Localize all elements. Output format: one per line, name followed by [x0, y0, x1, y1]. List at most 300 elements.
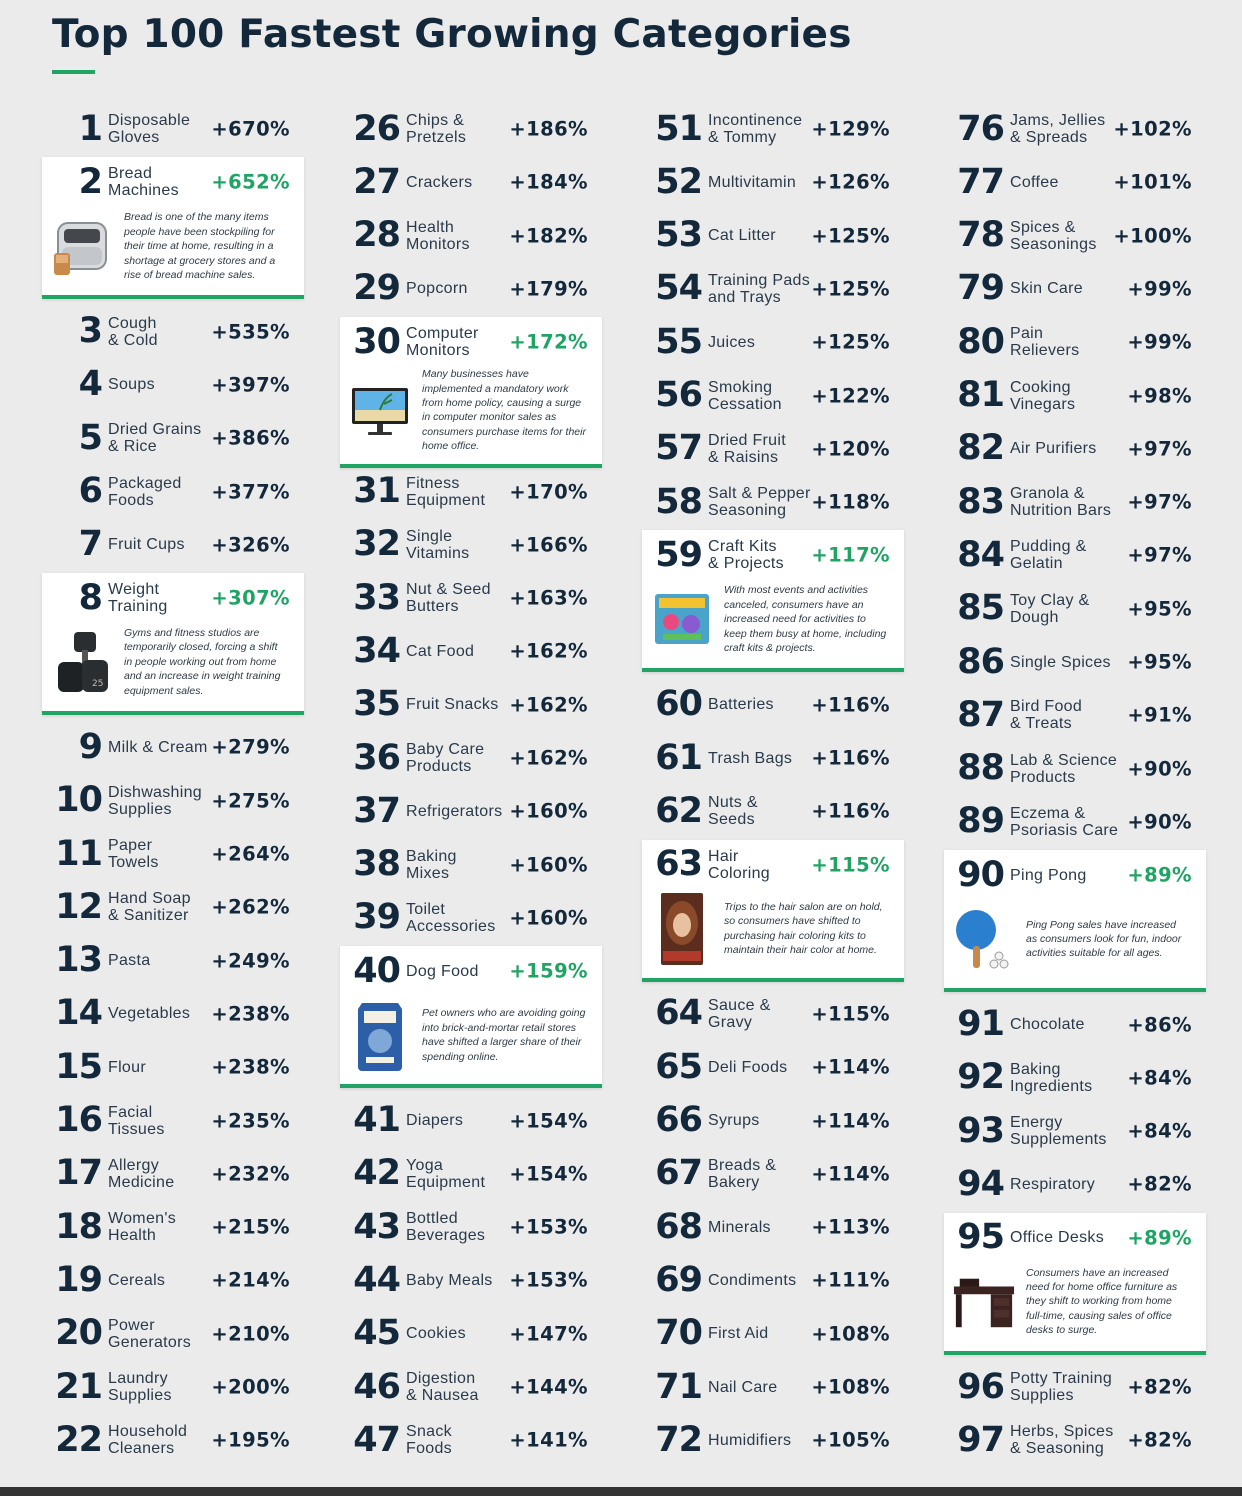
growth-percent: +115% [811, 1002, 890, 1026]
category-name: Hair Coloring [708, 847, 770, 882]
category-row [944, 637, 1206, 687]
growth-percent: +105% [811, 1428, 890, 1452]
growth-percent: +114% [811, 1109, 890, 1132]
category-item [944, 637, 1206, 687]
category-item [42, 989, 304, 1039]
category-row [944, 690, 1206, 740]
column-3 [642, 104, 904, 1492]
category-rank: 87 [957, 694, 1004, 735]
category-name: Craft Kits & Projects [708, 538, 784, 573]
category-rank: 59 [655, 534, 702, 575]
featured-description: Bread is one of the many items people have been stockpiling for their time at home, resulting in a shortage at grocery stores and a rise of bread machine sales. [124, 211, 276, 281]
category-item [944, 1362, 1206, 1412]
growth-percent: +182% [509, 224, 588, 248]
category-row [42, 829, 304, 879]
category-row [340, 1309, 602, 1359]
growth-percent: +160% [509, 799, 588, 823]
category-row [642, 1255, 904, 1305]
category-row [42, 360, 304, 410]
category-row [340, 946, 602, 996]
category-item [42, 467, 304, 517]
category-rank: 69 [655, 1259, 702, 1300]
category-rank: 10 [55, 780, 102, 821]
ping-pong-paddle-icon [952, 900, 1016, 978]
category-name: Baking Mixes [406, 847, 457, 882]
category-rank: 14 [55, 993, 102, 1034]
category-name: Condiments [708, 1271, 797, 1289]
growth-percent: +214% [211, 1268, 290, 1292]
category-row [340, 626, 602, 676]
growth-percent: +98% [1127, 384, 1192, 407]
category-rank: 66 [655, 1100, 702, 1140]
growth-percent: +232% [211, 1162, 290, 1186]
category-row [42, 467, 304, 517]
category-rank: 15 [55, 1046, 102, 1087]
category-item [642, 1255, 904, 1305]
category-item [642, 424, 904, 474]
category-name: Fruit Snacks [406, 696, 499, 714]
growth-percent: +125% [811, 277, 890, 301]
category-rank: 22 [55, 1419, 102, 1460]
category-row [340, 317, 602, 367]
category-item [642, 1202, 904, 1252]
category-rank: 72 [655, 1419, 702, 1460]
category-rank: 34 [353, 630, 400, 671]
growth-percent: +670% [211, 117, 290, 141]
category-rank: 64 [655, 993, 702, 1034]
category-item [42, 829, 304, 879]
category-item [944, 744, 1206, 794]
category-row [340, 1362, 602, 1412]
category-rank: 46 [353, 1366, 400, 1407]
category-name: Incontinence & Tommy [708, 112, 803, 146]
category-rank: 63 [655, 844, 702, 885]
category-row [42, 722, 304, 772]
growth-percent: +144% [509, 1375, 588, 1399]
category-item [642, 211, 904, 261]
category-row [42, 936, 304, 986]
growth-percent: +238% [211, 1002, 290, 1026]
category-rank: 90 [957, 854, 1004, 895]
page-title: Top 100 Fastest Growing Categories [52, 12, 852, 57]
growth-percent: +184% [509, 170, 588, 194]
growth-percent: +153% [509, 1268, 588, 1292]
craft-kit-box-icon [650, 580, 714, 658]
category-name: Eczema & Psoriasis Care [1010, 804, 1119, 839]
category-rank: 9 [78, 726, 102, 767]
category-rank: 85 [957, 588, 1004, 629]
category-name: First Aid [708, 1325, 769, 1343]
category-name: Herbs, Spices & Seasoning [1010, 1423, 1114, 1458]
growth-percent: +386% [211, 426, 290, 450]
category-item [42, 413, 304, 463]
category-item [340, 626, 602, 676]
category-item [42, 1255, 304, 1305]
category-rank: 97 [957, 1419, 1004, 1460]
growth-percent: +163% [509, 586, 588, 610]
category-row [642, 1309, 904, 1359]
category-name: Fitness Equipment [406, 474, 486, 509]
category-name: Smoking Cessation [708, 378, 782, 413]
category-row [944, 1213, 1206, 1263]
category-name: Bread Machines [108, 165, 179, 200]
category-name: Cooking Vinegars [1010, 378, 1076, 413]
featured-details [42, 623, 304, 711]
category-row [944, 1159, 1206, 1209]
growth-percent: +172% [509, 330, 588, 354]
category-row [944, 1106, 1206, 1156]
growth-percent: +200% [211, 1375, 290, 1399]
category-row [340, 211, 602, 261]
growth-percent: +99% [1127, 330, 1192, 354]
category-item [944, 424, 1206, 474]
growth-percent: +95% [1127, 597, 1192, 621]
category-item [944, 530, 1206, 580]
growth-percent: +126% [811, 170, 890, 194]
category-name: Spices & Seasonings [1010, 218, 1097, 253]
category-item [42, 1309, 304, 1359]
growth-percent: +108% [811, 1375, 890, 1399]
category-name: Energy Supplements [1010, 1114, 1107, 1149]
category-name: Diapers [406, 1112, 464, 1129]
category-item [944, 1415, 1206, 1465]
category-name: Flour [108, 1058, 146, 1076]
category-row [42, 1362, 304, 1412]
category-rank: 51 [655, 108, 702, 149]
category-name: Single Vitamins [406, 527, 470, 562]
growth-percent: +279% [211, 735, 290, 759]
category-rank: 41 [353, 1100, 400, 1140]
category-name: Office Desks [1010, 1229, 1104, 1247]
category-row [642, 157, 904, 207]
category-item [42, 1042, 304, 1092]
category-name: Batteries [708, 696, 774, 714]
category-name: Yoga Equipment [406, 1156, 486, 1191]
category-row [42, 1202, 304, 1252]
category-row [42, 307, 304, 357]
category-name: Deli Foods [708, 1058, 788, 1076]
category-item [642, 1149, 904, 1199]
category-rank: 95 [957, 1217, 1004, 1258]
category-rank: 65 [655, 1046, 702, 1087]
category-rank: 19 [55, 1259, 102, 1300]
category-item [944, 1053, 1206, 1103]
growth-percent: +84% [1127, 1119, 1192, 1143]
category-rank: 8 [78, 577, 102, 618]
category-name: Pasta [108, 952, 151, 970]
growth-percent: +115% [811, 853, 890, 877]
category-rank: 43 [353, 1206, 400, 1247]
category-row [642, 424, 904, 474]
category-rank: 82 [957, 428, 1004, 469]
category-name: Digestion & Nausea [406, 1370, 479, 1404]
category-rank: 89 [957, 801, 1004, 842]
growth-percent: +170% [509, 480, 588, 503]
growth-percent: +114% [811, 1055, 890, 1079]
category-row [944, 211, 1206, 261]
category-item [42, 722, 304, 772]
growth-percent: +86% [1127, 1013, 1192, 1036]
category-item [340, 264, 602, 314]
category-name: Ping Pong [1010, 866, 1087, 884]
category-rank: 5 [78, 417, 102, 458]
category-item [340, 467, 602, 517]
growth-percent: +377% [211, 480, 290, 503]
category-rank: 52 [655, 161, 702, 202]
category-name: Soups [108, 376, 155, 394]
featured-details [642, 890, 904, 978]
category-rank: 60 [655, 684, 702, 725]
category-rank: 77 [957, 161, 1004, 202]
featured-details [42, 207, 304, 295]
category-row [642, 1149, 904, 1199]
category-item [42, 520, 304, 570]
category-rank: 83 [957, 481, 1004, 522]
featured-description: Gyms and fitness studios are temporarily closed, forcing a shift in people working out from home and an increase in weight training equipment sales. [124, 627, 281, 697]
growth-percent: +82% [1127, 1172, 1192, 1196]
growth-percent: +154% [509, 1162, 588, 1186]
growth-percent: +397% [211, 373, 290, 397]
featured-description: Consumers have an increased need for home office furniture as they shift to working from home full-time, causing sales of office desks to surge. [1026, 1266, 1178, 1337]
featured-details [944, 1263, 1206, 1351]
office-desk-icon [952, 1263, 1016, 1341]
category-name: Multivitamin [708, 173, 797, 191]
category-row [642, 1202, 904, 1252]
category-name: Single Spices [1010, 653, 1111, 671]
category-name: Household Cleaners [108, 1423, 188, 1458]
category-rank: 56 [655, 375, 702, 415]
category-name: Respiratory [1010, 1175, 1096, 1193]
growth-percent: +159% [509, 959, 588, 983]
growth-percent: +535% [211, 320, 290, 344]
category-name: Nuts & Seeds [708, 794, 758, 829]
category-row [42, 1415, 304, 1465]
category-row [42, 776, 304, 826]
category-item [944, 317, 1206, 367]
category-row [642, 1415, 904, 1465]
category-row [42, 157, 304, 207]
category-rank: 1 [78, 108, 102, 149]
category-row [944, 424, 1206, 474]
category-rank: 86 [957, 641, 1004, 682]
category-name: Hand Soap & Sanitizer [108, 890, 191, 925]
category-rank: 39 [353, 897, 400, 938]
category-name: Nail Care [708, 1378, 778, 1396]
category-row [42, 1042, 304, 1092]
column-2 [340, 104, 602, 1492]
growth-percent: +160% [509, 853, 588, 877]
category-item [340, 1415, 602, 1465]
category-name: Cough & Cold [108, 314, 158, 349]
category-item [340, 1362, 602, 1412]
growth-percent: +99% [1127, 277, 1192, 301]
category-item [340, 893, 602, 943]
category-name: Skin Care [1010, 280, 1083, 298]
featured-description: With most events and activities canceled, consumers have an increased need for activities to keep them busy at home, including craft kits & projects. [724, 584, 887, 654]
growth-percent: +116% [811, 799, 890, 823]
growth-percent: +262% [211, 895, 290, 919]
category-row [42, 104, 304, 154]
category-row [340, 157, 602, 207]
category-rank: 61 [655, 737, 702, 778]
column-4 [944, 104, 1206, 1492]
category-name: Refrigerators [406, 802, 503, 820]
category-row [340, 573, 602, 623]
category-item [642, 1309, 904, 1359]
category-item [944, 584, 1206, 634]
category-rank: 28 [353, 215, 400, 256]
category-rank: 13 [55, 940, 102, 981]
category-name: Granola & Nutrition Bars [1010, 485, 1112, 520]
category-name: Lab & Science Products [1010, 751, 1118, 786]
category-item [340, 1309, 602, 1359]
category-row [642, 1042, 904, 1092]
category-row [642, 317, 904, 367]
category-item [642, 104, 904, 154]
category-name: Chips & Pretzels [406, 112, 467, 146]
growth-percent: +147% [509, 1322, 588, 1346]
category-row [642, 989, 904, 1039]
category-name: Milk & Cream [108, 738, 208, 756]
category-rank: 47 [353, 1419, 400, 1460]
category-row [642, 264, 904, 314]
growth-percent: +100% [1113, 224, 1192, 248]
category-row [340, 840, 602, 890]
category-row [642, 840, 904, 890]
category-row [642, 1362, 904, 1412]
category-rank: 62 [655, 790, 702, 831]
hair-color-box-icon [650, 890, 714, 968]
category-item [42, 936, 304, 986]
growth-percent: +111% [811, 1268, 890, 1292]
category-rank: 36 [353, 737, 400, 778]
category-rank: 93 [957, 1110, 1004, 1151]
category-rank: 33 [353, 577, 400, 618]
growth-percent: +90% [1127, 810, 1192, 834]
category-rank: 32 [353, 524, 400, 565]
growth-percent: +113% [811, 1215, 890, 1239]
category-name: Sauce & Gravy [708, 996, 771, 1031]
category-rank: 79 [957, 268, 1004, 309]
featured-description: Pet owners who are avoiding going into brick-and-mortar retail stores have shifted a larger share of their spending online. [422, 1007, 586, 1063]
category-name: Jams, Jellies & Spreads [1010, 112, 1106, 146]
bread-machine-icon [50, 207, 114, 285]
featured-category-card [642, 530, 904, 672]
category-row [42, 520, 304, 570]
category-name: Baby Meals [406, 1271, 493, 1289]
category-item [340, 680, 602, 730]
category-row [642, 680, 904, 730]
category-name: Crackers [406, 173, 473, 191]
category-item [944, 211, 1206, 261]
growth-percent: +141% [509, 1428, 588, 1452]
growth-percent: +307% [211, 586, 290, 610]
growth-percent: +162% [509, 746, 588, 770]
category-name: Bottled Beverages [406, 1210, 486, 1245]
growth-percent: +116% [811, 693, 890, 717]
category-row [944, 371, 1206, 421]
category-rank: 26 [353, 108, 400, 149]
category-row [944, 1362, 1206, 1412]
category-row [42, 413, 304, 463]
category-item [642, 733, 904, 783]
category-name: Baby Care Products [406, 741, 485, 775]
growth-percent: +195% [211, 1428, 290, 1452]
featured-details [944, 900, 1206, 988]
featured-category-card [340, 317, 602, 467]
growth-percent: +235% [211, 1109, 290, 1132]
category-rank: 92 [957, 1057, 1004, 1098]
category-item [340, 1096, 602, 1146]
category-item [642, 786, 904, 836]
category-row [944, 264, 1206, 314]
dog-food-bag-icon [348, 996, 412, 1074]
growth-percent: +129% [811, 117, 890, 141]
featured-details [340, 996, 602, 1084]
category-item [42, 307, 304, 357]
category-item [42, 104, 304, 154]
category-item [42, 360, 304, 410]
category-row [944, 584, 1206, 634]
category-name: Baking Ingredients [1010, 1060, 1093, 1095]
category-name: Chocolate [1010, 1016, 1085, 1033]
category-row [340, 893, 602, 943]
category-name: Cat Litter [708, 227, 776, 245]
growth-percent: +91% [1127, 703, 1192, 727]
growth-percent: +118% [811, 490, 890, 514]
category-name: Cereals [108, 1271, 166, 1289]
growth-percent: +186% [509, 117, 588, 141]
category-name: Nut & Seed Butters [406, 581, 491, 616]
category-row [340, 467, 602, 517]
category-rank: 54 [655, 268, 702, 309]
category-rank: 11 [55, 833, 102, 874]
category-rank: 21 [55, 1366, 102, 1407]
category-rank: 17 [55, 1153, 102, 1194]
growth-percent: +108% [811, 1322, 890, 1346]
growth-percent: +275% [211, 789, 290, 813]
category-name: Training Pads and Trays [708, 271, 811, 306]
category-name: Vegetables [108, 1005, 191, 1023]
category-item [944, 157, 1206, 207]
category-row [642, 1096, 904, 1146]
category-item [340, 733, 602, 783]
category-row [42, 1096, 304, 1146]
featured-category-card [642, 840, 904, 982]
category-rank: 94 [957, 1163, 1004, 1204]
category-row [642, 104, 904, 154]
category-item [42, 882, 304, 932]
growth-percent: +166% [509, 533, 588, 557]
featured-details [642, 580, 904, 668]
category-rank: 81 [957, 375, 1004, 415]
growth-percent: +101% [1113, 170, 1192, 194]
category-item [340, 1149, 602, 1199]
featured-description: Many businesses have implemented a mandatory work from home policy, causing a surge in computer monitor sales as consumers purchase items for their home office. [422, 368, 586, 453]
computer-monitor-icon [348, 371, 412, 449]
category-item [944, 477, 1206, 527]
growth-percent: +153% [509, 1215, 588, 1239]
featured-category-card [944, 1213, 1206, 1355]
category-name: Pain Relievers [1010, 325, 1080, 360]
category-rank: 53 [655, 215, 702, 256]
category-rank: 20 [55, 1313, 102, 1354]
category-item [642, 1042, 904, 1092]
category-name: Syrups [708, 1112, 760, 1129]
category-rank: 2 [78, 161, 102, 202]
category-row [340, 1149, 602, 1199]
growth-percent: +117% [811, 543, 890, 567]
